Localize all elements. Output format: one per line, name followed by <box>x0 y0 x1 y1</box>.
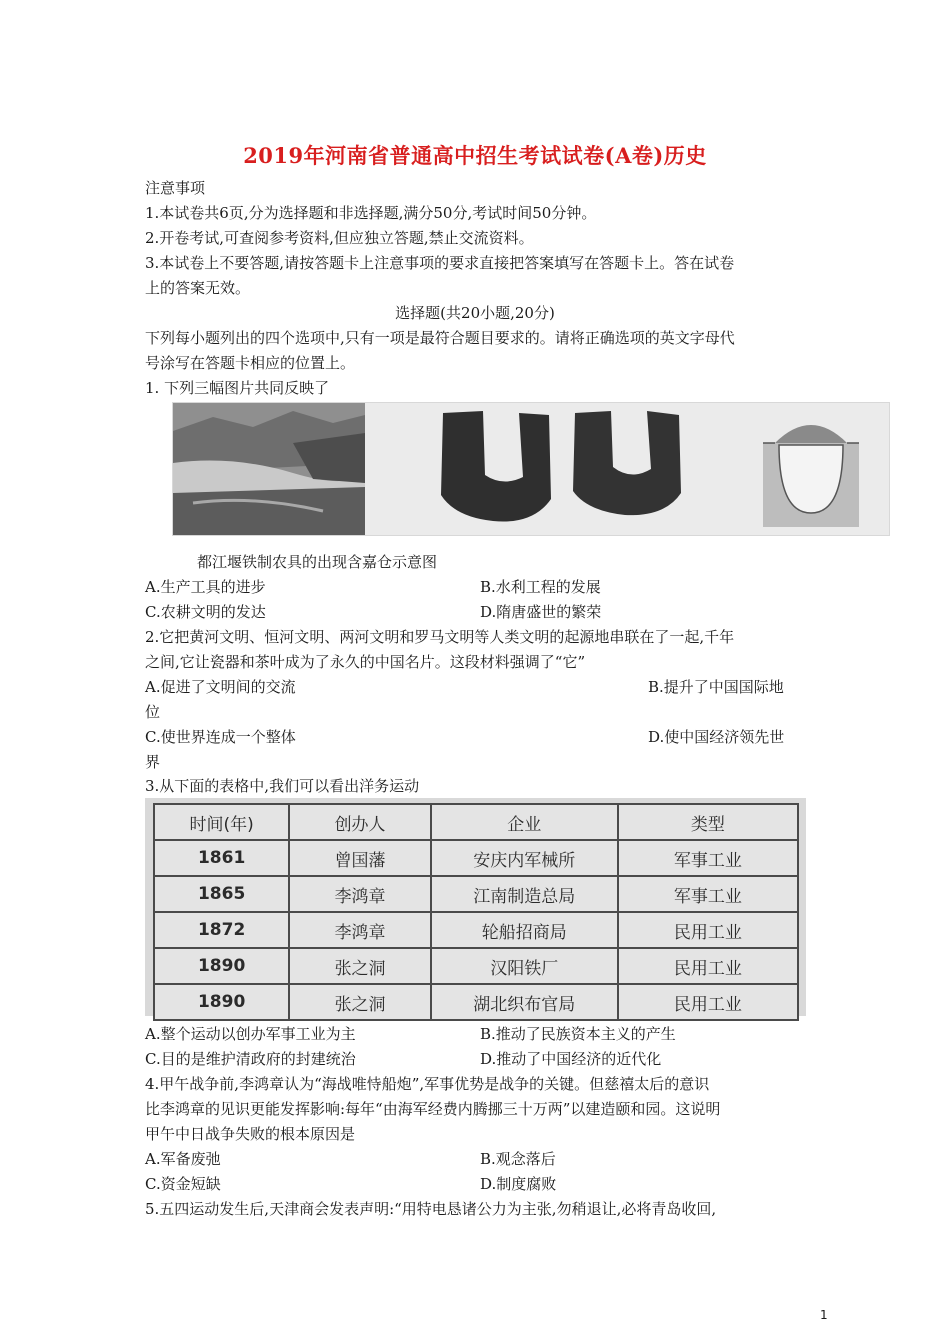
question-2-stem: 之间,它让瓷器和茶叶成为了永久的中国名片。这段材料强调了“它” <box>145 653 586 671</box>
table-cell: 军事工业 <box>618 876 798 912</box>
option-a: A.整个运动以创办军事工业为主 <box>145 1025 356 1043</box>
table-cell: 汉阳铁厂 <box>431 948 618 984</box>
three-pictures <box>173 403 889 535</box>
option-b: B.提升了中国国际地 <box>648 678 784 696</box>
option-d: D.隋唐盛世的繁荣 <box>480 603 602 621</box>
iron-tool-1 <box>441 411 551 522</box>
question-1-images <box>172 402 890 536</box>
westernization-table-photo <box>145 798 806 1016</box>
section-instruction: 号涂写在答题卡相应的位置上。 <box>145 354 356 372</box>
table-cell: 1872 <box>154 912 289 948</box>
table-row <box>154 912 798 948</box>
table-cell: 1890 <box>154 984 289 1020</box>
question-5-stem: 5.五四运动发生后,天津商会发表声明:“用特电恳诸公力为主张,勿稍退让,必将青岛收回, <box>145 1200 717 1218</box>
table-cell: 安庆内军械所 <box>431 840 618 876</box>
option-c: C.农耕文明的发达 <box>145 603 266 621</box>
exam-title: 2019年河南省普通高中招生考试试卷(A卷)历史 <box>243 143 707 168</box>
table-header: 创办人 <box>289 804 431 840</box>
question-4-stem: 比李鸿章的见识更能发挥影响:每年“由海军经费内腾挪三十万两”以建造颐和园。这说明 <box>145 1100 721 1118</box>
table-cell: 军事工业 <box>618 840 798 876</box>
table-cell: 李鸿章 <box>289 912 431 948</box>
page-number: 1 <box>820 1308 828 1322</box>
table-header: 企业 <box>431 804 618 840</box>
option-a: A.促进了文明间的交流 <box>145 678 296 696</box>
table-row <box>154 876 798 912</box>
question-1-stem: 1. 下列三幅图片共同反映了 <box>145 379 330 397</box>
table-cell: 轮船招商局 <box>431 912 618 948</box>
option-c: C.使世界连成一个整体 <box>145 728 296 746</box>
westernization-table <box>153 803 799 1021</box>
table-cell: 江南制造总局 <box>431 876 618 912</box>
question-1-caption: 都江堰铁制农具的出现含嘉仓示意图 <box>197 553 438 571</box>
notice-heading: 注意事项 <box>145 179 206 197</box>
table-cell: 湖北织布官局 <box>431 984 618 1020</box>
question-2-stem: 2.它把黄河文明、恒河文明、两河文明和罗马文明等人类文明的起源地串联在了一起,千年 <box>145 628 735 646</box>
table-cell: 民用工业 <box>618 948 798 984</box>
table-cell: 1861 <box>154 840 289 876</box>
notice-item: 3.本试卷上不要答题,请按答题卡上注意事项的要求直接把答案填写在答题卡上。答在试卷 <box>145 254 735 272</box>
notice-item: 上的答案无效。 <box>145 279 251 297</box>
option-d: D.推动了中国经济的近代化 <box>480 1050 662 1068</box>
option-b: B.水利工程的发展 <box>480 578 601 596</box>
table-row <box>154 984 798 1020</box>
table-cell: 张之洞 <box>289 984 431 1020</box>
notice-item: 1.本试卷共6页,分为选择题和非选择题,满分50分,考试时间50分钟。 <box>145 204 597 222</box>
granary-diagram <box>763 425 859 527</box>
option-b-wrap: 位 <box>145 703 161 721</box>
iron-tool-2 <box>573 411 681 515</box>
option-d: D.使中国经济领先世 <box>648 728 785 746</box>
question-3-stem: 3.从下面的表格中,我们可以看出洋务运动 <box>145 777 420 795</box>
section-instruction: 下列每小题列出的四个选项中,只有一项是最符合题目要求的。请将正确选项的英文字母代 <box>145 329 735 347</box>
table-header-row <box>154 804 798 840</box>
dujiangyan-photo <box>173 403 365 535</box>
table-cell: 张之洞 <box>289 948 431 984</box>
option-b: B.观念落后 <box>480 1150 556 1168</box>
option-c: C.目的是维护清政府的封建统治 <box>145 1050 356 1068</box>
section-heading: 选择题(共20小题,20分) <box>395 304 555 322</box>
table-header: 类型 <box>618 804 798 840</box>
table-cell: 民用工业 <box>618 912 798 948</box>
option-c: C.资金短缺 <box>145 1175 221 1193</box>
table-header: 时间(年) <box>154 804 289 840</box>
question-4-stem: 甲午中日战争失败的根本原因是 <box>145 1125 356 1143</box>
table-cell: 曾国藩 <box>289 840 431 876</box>
option-a: A.生产工具的进步 <box>145 578 266 596</box>
option-d: D.制度腐败 <box>480 1175 557 1193</box>
table-row <box>154 948 798 984</box>
option-a: A.军备废弛 <box>145 1150 221 1168</box>
question-4-stem: 4.甲午战争前,李鸿章认为“海战唯恃船炮”,军事优势是战争的关键。但慈禧太后的意识 <box>145 1075 710 1093</box>
option-d-wrap: 界 <box>145 753 161 771</box>
table-cell: 民用工业 <box>618 984 798 1020</box>
table-row <box>154 840 798 876</box>
table-cell: 李鸿章 <box>289 876 431 912</box>
notice-item: 2.开卷考试,可查阅参考资料,但应独立答题,禁止交流资料。 <box>145 229 534 247</box>
option-b: B.推动了民族资本主义的产生 <box>480 1025 676 1043</box>
table-cell: 1865 <box>154 876 289 912</box>
table-cell: 1890 <box>154 948 289 984</box>
